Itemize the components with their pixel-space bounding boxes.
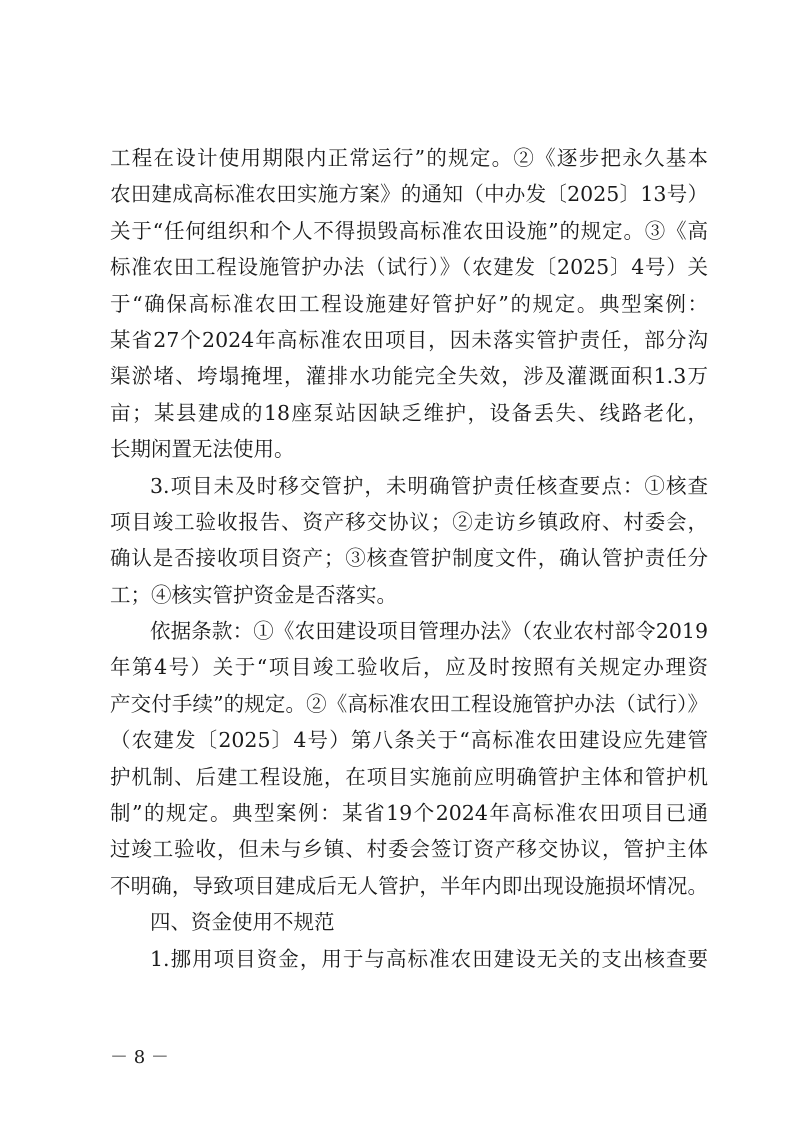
text-line: 亩；某县建成的18座泵站因缺乏维护，设备丢失、线路老化， (110, 400, 708, 425)
text-line: 3.项目未及时移交管护，未明确管护责任核查要点：①核查 (150, 473, 708, 498)
text-line: 确认是否接收项目资产；③核查管护制度文件，确认管护责任分 (110, 546, 708, 571)
text-line: 护机制、后建工程设施，在项目实施前应明确管护主体和管护机 (110, 764, 708, 789)
text-line: 农田建成高标准农田实施方案》的通知（中办发〔2025〕13号） (110, 182, 708, 207)
text-line: 制”的规定。典型案例：某省19个2024年高标准农田项目已通 (110, 801, 708, 826)
text-line: 1.挪用项目资金，用于与高标准农田建设无关的支出核查要 (150, 946, 708, 971)
text-line: 于“确保高标准农田工程设施建好管护好”的规定。典型案例： (110, 291, 708, 316)
page-number: － 8 － (110, 1047, 169, 1068)
text-line: 长期闲置无法使用。 (110, 437, 295, 462)
text-line: 标准农田工程设施管护办法（试行）》（农建发〔2025〕4号）关 (110, 255, 708, 280)
section-heading: 四、资金使用不规范 (150, 910, 335, 935)
text-line: 关于“任何组织和个人不得损毁高标准农田设施”的规定。③《高 (110, 218, 708, 243)
text-line: 不明确，导致项目建成后无人管护，半年内即出现设施损坏情况。 (110, 873, 708, 898)
text-line: 工；④核实管护资金是否落实。 (110, 582, 397, 607)
text-line: 某省27个2024年高标准农田项目，因未落实管护责任，部分沟 (110, 327, 708, 352)
text-line: 年第4号）关于“项目竣工验收后，应及时按照有关规定办理资 (110, 655, 708, 680)
text-line: 工程在设计使用期限内正常运行”的规定。②《逐步把永久基本 (110, 146, 708, 170)
text-line: 依据条款：①《农田建设项目管理办法》（农业农村部令2019 (150, 619, 708, 644)
text-line: 产交付手续”的规定。②《高标准农田工程设施管护办法（试行）》 (110, 691, 708, 716)
text-line: 项目竣工验收报告、资产移交协议；②走访乡镇政府、村委会， (110, 509, 708, 534)
text-line: 渠淤堵、垮塌掩埋，灌排水功能完全失效，涉及灌溉面积1.3万 (110, 364, 708, 389)
text-line: （农建发〔2025〕4号）第八条关于“高标准农田建设应先建管 (110, 728, 708, 753)
document-body (110, 140, 708, 977)
text-line: 过竣工验收，但未与乡镇、村委会签订资产移交协议，管护主体 (110, 837, 708, 862)
